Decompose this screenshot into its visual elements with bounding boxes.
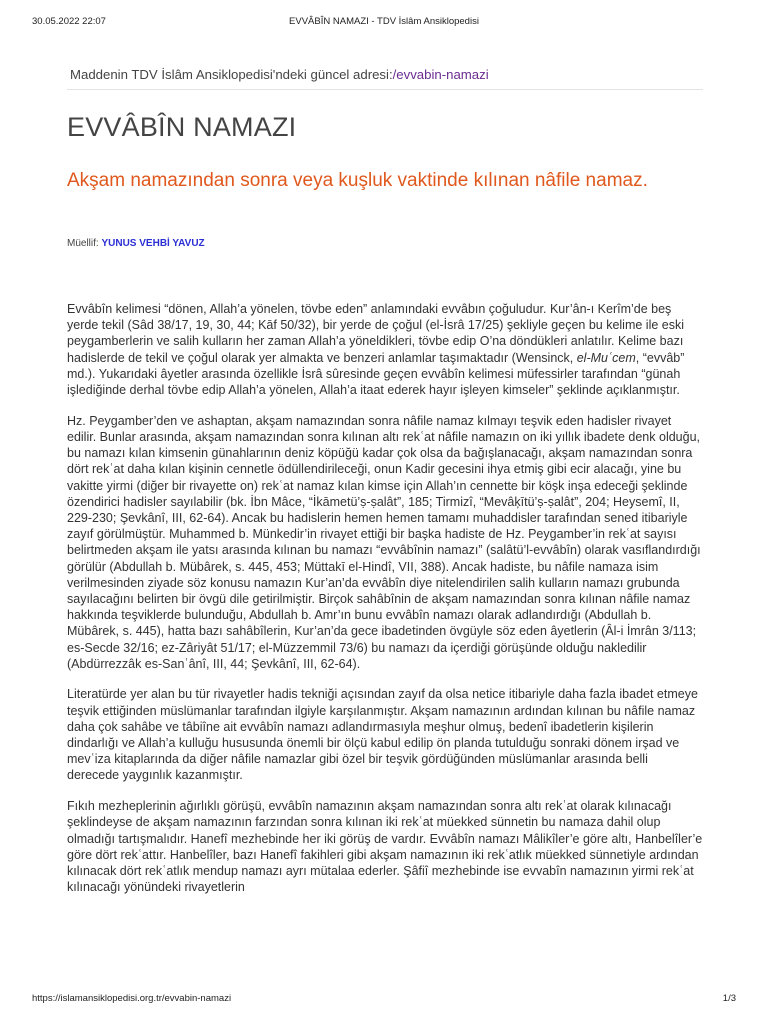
article-title: EVVÂBÎN NAMAZI xyxy=(67,112,297,142)
paragraph-1-citation: el-Muʿcem xyxy=(576,350,636,365)
paragraph-1-text-a: Evvâbîn kelimesi “dönen, Allah’a yönelen, tövbe eden” anlamındaki evvâbın çoğuludur. Kur’ân-ı Kerîm’de beş yerde tekil (Sâd 38/17, 19, 30, 44; Kāf 50/32), bir yerde de çoğul (el-İsrâ 17/25) şekliyle geçen bu kelime ile eski peygamberlerin ve salih kulların her zaman Allah’a yöneldikleri, tövbe edip O’na döndükleri anlatılır. Kelime bazı hadislerde de tekil ve çoğul olarak yer almakta ve benzeri anlamlar taşımaktadır (Wensinck, xyxy=(67,302,685,365)
author-name-link[interactable]: YUNUS VEHBİ YAVUZ xyxy=(101,238,205,249)
author-label: Müellif: xyxy=(67,238,99,249)
page-number: 1/3 xyxy=(722,993,736,1004)
print-header xyxy=(0,16,768,30)
article-summary: Akşam namazından sonra veya kuşluk vaktinde kılınan nâfile namaz. xyxy=(67,170,648,191)
paragraph-2: Hz. Peygamber’den ve ashaptan, akşam namazından sonra nâfile namaz kılmayı teşvik eden hadisler rivayet edilir. Bunlar arasında, akşam namazından sonra kılınan altı rekʿat nâfile namazın on iki yıllık ibadete denk olduğu, bu namazı kılan kimsenin günahlarının deniz köpüğü kadar çok olsa da bağışlanacağı, akşam namazından sonra dört rekʿat daha kılan kişinin cennetle ödüllendirileceği, onun Kadir gecesini ihya etmiş gibi ecir alacağı, yine bu vakitte yirmi (diğer bir rivayette on) rekʿat namaz kılan kimse için Allah’ın cennette bir köşk inşa edeceği şeklinde özendirici hadisler sayılabilir (bk. İbn Mâce, “İkāmetü’ṣ-ṣalât”, 185; Tirmizî, “Mevâķītü’ṣ-ṣalât”, 204; Heysemî, II, 229-230; Şevkânî, III, 62-64). Ancak bu hadislerin hemen hemen tamamı muhaddisler tarafından sened itibariyle zayıf görülmüştür. Muhammed b. Münkedir’in rivayet ettiği bir başka hadiste de Hz. Peygamber’in rekʿat sayısı belirtmeden akşam ile yatsı arasında kılınan bu namazı “evvâbînin namazı” (salâtü’l-evvâbîn) olarak vasıflandırdığı görülür (Abdullah b. Mübârek, s. 445, 453; Müttakī el-Hindî, VII, 388). Ancak hadiste, bu nâfile namaza isim verilmesinden ziyade söz konusu namazın Kur’an’da evvâbîn diye nitelendirilen salih kulların namazı grubunda sayılacağını belirten bir övgü dile getirilmiştir. Birçok sahâbînin de akşam namazından sonra kılınan nâfile namaz hakkında teşviklerde bulunduğu, Abdullah b. Amr’ın bunu evvâbîn namazı olarak adlandırdığı (Abdullah b. Mübârek, s. 445), hatta bazı sahâbîlerin, Kur’an’da gece ibadetinden övgüyle söz eden âyetlerin (Âl-i İmrân 3/113; es-Secde 32/16; ez-Zâriyât 51/17; el-Müzzemmil 73/6) bu namazı da içerdiği görüşünde olduğu nakledilir (Abdürrezzâk es-Sanʿânî, III, 44; Şevkânî, III, 62-64). xyxy=(67,413,701,671)
author-line xyxy=(67,238,205,249)
current-address-bar xyxy=(70,66,702,84)
paragraph-3: Literatürde yer alan bu tür rivayetler hadis tekniği açısından zayıf da olsa netice itibariyle daha fazla ibadet etmeye teşvik ettiğinden müslümanlar tarafından ilgiyle karşılanmıştır. Akşam namazının ardından kılınan bu nâfile namaz daha çok sahâbe ve tâbiîne ait evvâbîn namazı adlandırmasıyla meşhur olmuş, bedenî ibadetlerin kişilerin dindarlığı ve Allah’a kulluğu hususunda önemli bir ölçü kabul edilip ön planda tutulduğu sonraki dönem irşad ve mevʿiza kitaplarında da diğer nâfile namazlar gibi özel bir teşvik gördüğünden müslümanlar arasında belli derecede yaygınlık kazanmıştır. xyxy=(67,687,698,783)
paragraph-1-text-b: , “evvâb” md.). Yukarıdaki âyetler arasında özellikle İsrâ sûresinde geçen evvâbîn kelimesi müfessirler tarafından “günah işlediğinde derhal tövbe edip Allah’a yönelen, Allah’a itaat ederek hayır işleyen kimseler” şeklinde açıklanmıştır. xyxy=(67,350,685,398)
paragraph-1 xyxy=(67,301,703,398)
print-url: https://islamansiklopedisi.org.tr/evvabin-namazi xyxy=(32,993,232,1004)
divider xyxy=(67,89,703,90)
address-link[interactable]: /evvabin-namazi xyxy=(392,67,489,82)
print-page-title: EVVÂBÎN NAMAZI - TDV İslâm Ansiklopedisi xyxy=(289,16,479,27)
print-date: 30.05.2022 22:07 xyxy=(32,16,106,27)
article-body xyxy=(67,301,703,894)
print-footer xyxy=(0,993,768,1007)
paragraph-4: Fıkıh mezheplerinin ağırlıklı görüşü, evvâbîn namazının akşam namazından sonra altı rekʿat olarak kılınacağı şeklindeyse de akşam namazının farzından sonra kılınan iki rekʿat müekked sünnetin bu namaza dahil olup olmadığı tartışmalıdır. Hanefî mezhebinde her iki görüş de vardır. Evvâbîn namazı Mâlikîler’e göre altı, Hanbelîler’e göre dört rekʿattır. Hanbelîler, bazı Hanefî fakihleri gibi akşam namazının iki rekʿatlık müekked sünnetiyle ardından kılınacak dört rekʿatlık mendup namazı ayrı mütalaa ederler. Şâfiî mezhebinde ise evvabîn namazının yirmi rekʿat kılınacağı yönündeki rivayetlerin xyxy=(67,799,703,895)
address-label: Maddenin TDV İslâm Ansiklopedisi'ndeki güncel adresi: xyxy=(70,67,393,82)
